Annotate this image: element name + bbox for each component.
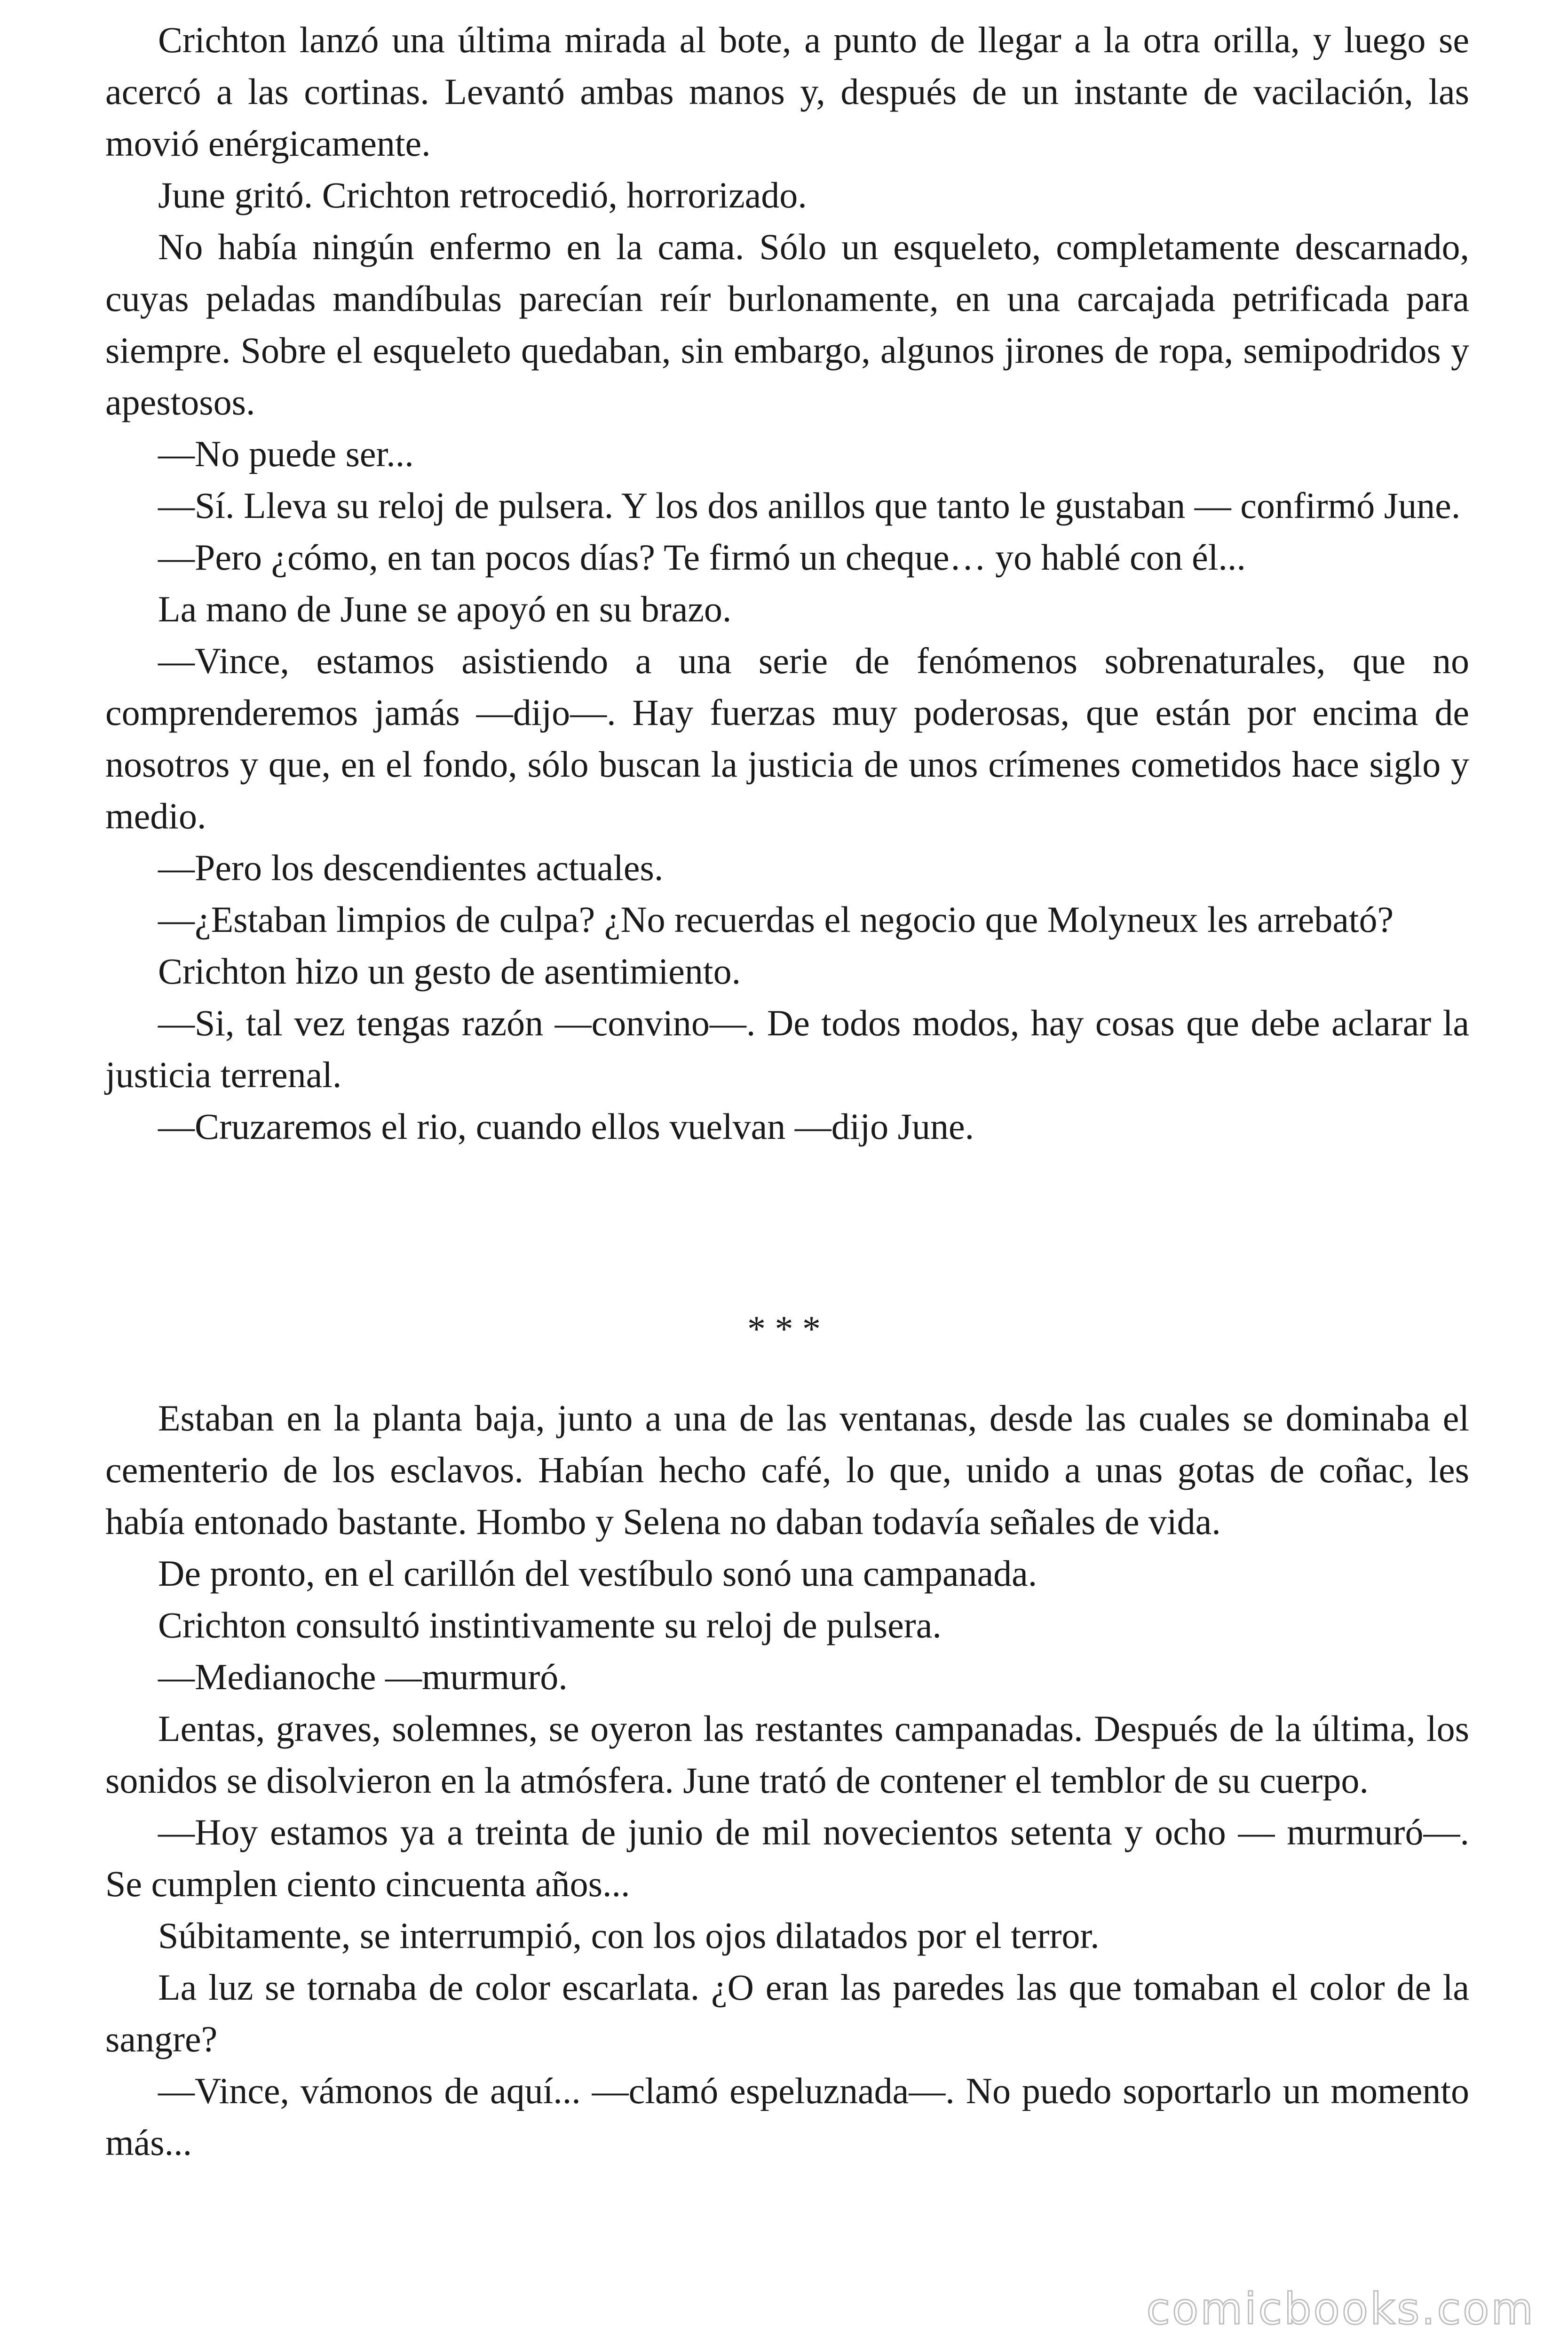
text-section-2 xyxy=(105,1392,1469,2169)
paragraph: —Medianoche —murmuró. xyxy=(158,1656,568,1697)
paragraph: —Pero los descendientes actuales. xyxy=(158,847,664,888)
paragraph: La mano de June se apoyó en su brazo. xyxy=(158,588,732,629)
paragraph: La luz se tornaba de color escarlata. ¿O eran las paredes las que tomaban el color de la sangre? xyxy=(105,1967,1469,2059)
paragraph: Súbitamente, se interrumpió, con los ojos dilatados por el terror. xyxy=(158,1915,1100,1956)
paragraph: —Vince, vámonos de aquí... —clamó espeluznada—. No puedo soportarlo un momento más... xyxy=(105,2070,1469,2163)
text-section-1 xyxy=(105,14,1469,1152)
watermark: comicbooks.com xyxy=(1146,2284,1535,2334)
paragraph: —Pero ¿cómo, en tan pocos días? Te firmó un cheque… yo hablé con él... xyxy=(158,537,1246,578)
section-separator: * * * xyxy=(747,1308,821,1349)
paragraph: —Vince, estamos asistiendo a una serie de fenómenos sobrenaturales, que no comprenderemos jamás —dijo—. Hay fuerzas muy poderosas, que están por encima de nosotros y que, en el fondo, sólo buscan la justicia de unos crímenes cometidos hace siglo y medio. xyxy=(105,640,1469,836)
paragraph: —¿Estaban limpios de culpa? ¿No recuerdas el negocio que Molyneux les arrebató? xyxy=(158,899,1394,940)
paragraph: No había ningún enfermo en la cama. Sólo un esqueleto, completamente descarnado, cuyas peladas mandíbulas parecían reír burlonamente, en una carcajada petrificada para siempre. Sobre el esqueleto quedaban, sin embargo, algunos jirones de ropa, semipodridos y apestosos. xyxy=(105,226,1469,422)
paragraph: —Hoy estamos ya a treinta de junio de mil novecientos setenta y ocho — murmuró—. Se cumplen ciento cincuenta años... xyxy=(105,1812,1469,1904)
paragraph: Crichton consultó instintivamente su reloj de pulsera. xyxy=(158,1605,942,1645)
paragraph: —Si, tal vez tengas razón —convino—. De todos modos, hay cosas que debe aclarar la justicia terrenal. xyxy=(105,1002,1469,1095)
paragraph: —No puede ser... xyxy=(158,433,414,474)
paragraph: —Cruzaremos el rio, cuando ellos vuelvan —dijo June. xyxy=(158,1106,974,1147)
paragraph: Estaban en la planta baja, junto a una de las ventanas, desde las cuales se dominaba el cementerio de los esclavos. Habían hecho café, lo que, unido a unas gotas de coñac, les había entonado bastante. Hombo y Selena no daban todavía señales de vida. xyxy=(105,1398,1469,1542)
paragraph: Crichton lanzó una última mirada al bote, a punto de llegar a la otra orilla, y luego se acercó a las cortinas. Levantó ambas manos y, después de un instante de vacilación, las movió enérgicamente. xyxy=(105,19,1469,164)
paragraph: Lentas, graves, solemnes, se oyeron las restantes campanadas. Después de la última, los sonidos se disolvieron en la atmósfera. June trató de contener el temblor de su cuerpo. xyxy=(105,1708,1469,1801)
paragraph: —Sí. Lleva su reloj de pulsera. Y los dos anillos que tanto le gustaban — confirmó June. xyxy=(158,485,1461,526)
paragraph: June gritó. Crichton retrocedió, horrorizado. xyxy=(158,175,807,215)
paragraph: De pronto, en el carillón del vestíbulo sonó una campanada. xyxy=(158,1553,1037,1594)
paragraph: Crichton hizo un gesto de asentimiento. xyxy=(158,951,741,992)
